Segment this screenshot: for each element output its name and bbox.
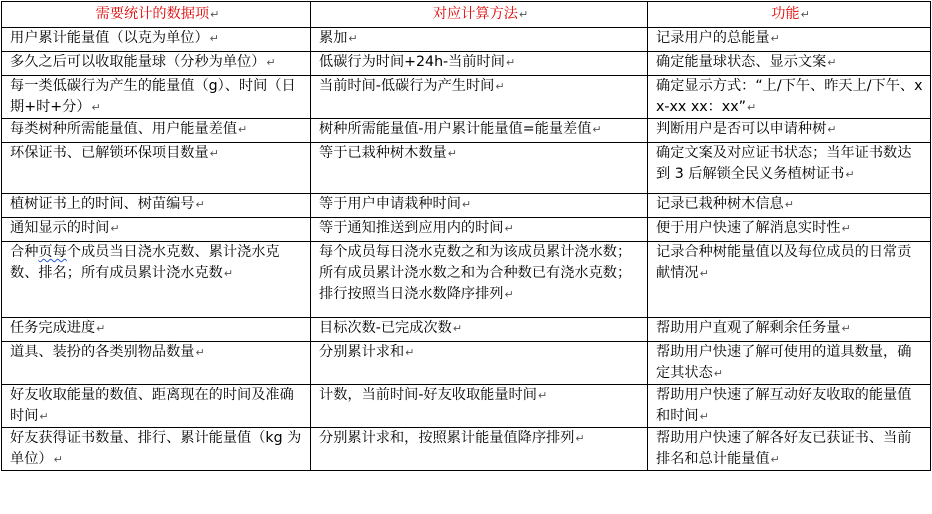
table-row	[2, 385, 931, 428]
cell-function: 确定文案及对应证书状态；当年证书数达到 3 后解锁全民义务植树证书↵	[648, 143, 931, 194]
cell-calculation-method: 当前时间-低碳行为产生时间↵	[311, 76, 648, 119]
cell-function: 便于用户快速了解消息实时性↵	[648, 218, 931, 242]
table-row	[2, 342, 931, 385]
cell-function: 记录用户的总能量↵	[648, 28, 931, 52]
table-row	[2, 119, 931, 143]
table-row	[2, 143, 931, 194]
table-row	[2, 194, 931, 218]
cell-function: 确定显示方式：“上/下午、昨天上/下午、xx-xx xx：xx”↵	[648, 76, 931, 119]
cell-function: 确定能量球状态、显示文案↵	[648, 52, 931, 76]
cell-calculation-method: 等于已栽种树木数量↵	[311, 143, 648, 194]
header-data-item: 需要统计的数据项↵	[2, 2, 311, 28]
cell-calculation-method: 分别累计求和，按照累计能量值降序排列↵	[311, 428, 648, 471]
cell-data-item: 用户累计能量值（以克为单位）↵	[2, 28, 311, 52]
cell-data-item: 任务完成进度↵	[2, 318, 311, 342]
cell-calculation-method: 目标次数-已完成次数↵	[311, 318, 648, 342]
cell-data-item: 好友收取能量的数值、距离现在的时间及准确时间↵	[2, 385, 311, 428]
cell-data-item: 合种页每个成员当日浇水克数、累计浇水克数、排名；所有成员累计浇水克数↵	[2, 242, 311, 318]
cell-function: 判断用户是否可以申请种树↵	[648, 119, 931, 143]
data-statistics-table	[1, 1, 931, 471]
cell-function: 帮助用户快速了解互动好友收取的能量值和时间↵	[648, 385, 931, 428]
cell-data-item: 植树证书上的时间、树苗编号↵	[2, 194, 311, 218]
cell-calculation-method: 等于用户申请栽种时间↵	[311, 194, 648, 218]
cell-data-item: 环保证书、已解锁环保项目数量↵	[2, 143, 311, 194]
cell-calculation-method: 每个成员每日浇水克数之和为该成员累计浇水数；所有成员累计浇水数之和为合种数已有浇水克数；排行按照当日浇水数降序排列↵	[311, 242, 648, 318]
table-header-row	[2, 2, 931, 28]
cell-function: 记录已栽种树木信息↵	[648, 194, 931, 218]
cell-function: 帮助用户直观了解剩余任务量↵	[648, 318, 931, 342]
table-row	[2, 318, 931, 342]
table-row	[2, 242, 931, 318]
header-function: 功能↵	[648, 2, 931, 28]
spellcheck-underline: 页每	[38, 244, 67, 260]
cell-data-item: 每一类低碳行为产生的能量值（g）、时间（日期+时+分）↵	[2, 76, 311, 119]
cell-data-item: 多久之后可以收取能量球（分秒为单位）↵	[2, 52, 311, 76]
cell-function: 记录合种树能量值以及每位成员的日常贡献情况↵	[648, 242, 931, 318]
cell-function: 帮助用户快速了解各好友已获证书、当前排名和总计能量值↵	[648, 428, 931, 471]
table-row	[2, 52, 931, 76]
cell-calculation-method: 等于通知推送到应用内的时间↵	[311, 218, 648, 242]
cell-calculation-method: 低碳行为时间+24h-当前时间↵	[311, 52, 648, 76]
header-calculation-method: 对应计算方法↵	[311, 2, 648, 28]
cell-data-item: 好友获得证书数量、排行、累计能量值（kg 为单位）↵	[2, 428, 311, 471]
table-row	[2, 218, 931, 242]
cell-calculation-method: 分别累计求和↵	[311, 342, 648, 385]
cell-calculation-method: 计数，当前时间-好友收取能量时间↵	[311, 385, 648, 428]
table-row	[2, 76, 931, 119]
cell-calculation-method: 树种所需能量值-用户累计能量值=能量差值↵	[311, 119, 648, 143]
cell-data-item: 每类树种所需能量值、用户能量差值↵	[2, 119, 311, 143]
cell-calculation-method: 累加↵	[311, 28, 648, 52]
table-row	[2, 28, 931, 52]
cell-data-item: 通知显示的时间↵	[2, 218, 311, 242]
table-row	[2, 428, 931, 471]
cell-function: 帮助用户快速了解可使用的道具数量，确定其状态↵	[648, 342, 931, 385]
cell-data-item: 道具、装扮的各类别物品数量↵	[2, 342, 311, 385]
